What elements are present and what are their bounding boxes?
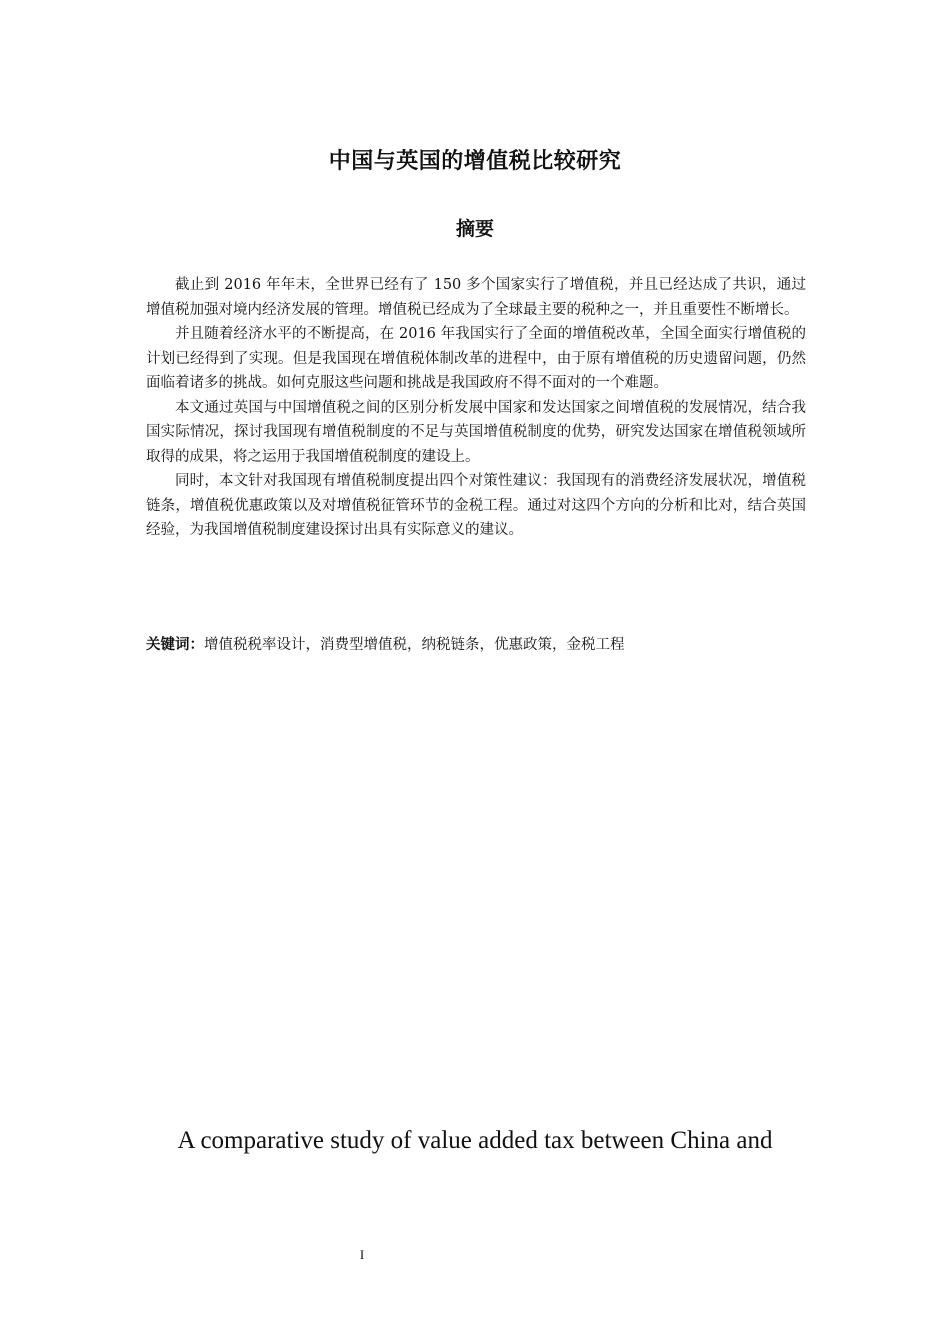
abstract-paragraph: 本文通过英国与中国增值税之间的区别分析发展中国家和发达国家之间增值税的发展情况，结合我国实际情况，探讨我国现有增值税制度的不足与英国增值税制度的优势，研究发达国家在增值税领域所取得的成果，将之运用于我国增值税制度的建设上。 bbox=[146, 399, 806, 465]
abstract-paragraph: 同时，本文针对我国现有增值税制度提出四个对策性建议：我国现有的消费经济发展状况，增值税链条，增值税优惠政策以及对增值税征管环节的金税工程。通过对这四个方向的分析和比对，结合英国经验，为我国增值税制度建设探讨出具有实际意义的建议。 bbox=[146, 473, 806, 538]
page-number: I bbox=[359, 1247, 365, 1262]
abstract-paragraph: 并且随着经济水平的不断提高，在 2016 年我国实行了全面的增值税改革，全国全面实行增值税的计划已经得到了实现。但是我国现在增值税体制改革的进程中，由于原有增值税的历史遗留问题，仍然面临着诸多的挑战。如何克服这些问题和挑战是我国政府不得不面对的一个难题。 bbox=[146, 326, 806, 391]
abstract-body bbox=[146, 273, 806, 543]
english-title: A comparative study of value added tax between China and bbox=[177, 1127, 773, 1154]
keywords-text: 增值税税率设计，消费型增值税，纳税链条，优惠政策，金税工程 bbox=[204, 637, 625, 653]
keywords-line bbox=[146, 633, 806, 657]
document-title: 中国与英国的增值税比较研究 bbox=[328, 149, 622, 174]
keywords-label: 关键词： bbox=[146, 637, 204, 653]
abstract-paragraph: 截止到 2016 年年末，全世界已经有了 150 多个国家实行了增值税，并且已经达成了共识，通过增值税加强对境内经济发展的管理。增值税已经成为了全球最主要的税种之一，并且重要性不断增长。 bbox=[146, 277, 806, 318]
abstract-heading: 摘要 bbox=[455, 218, 494, 240]
